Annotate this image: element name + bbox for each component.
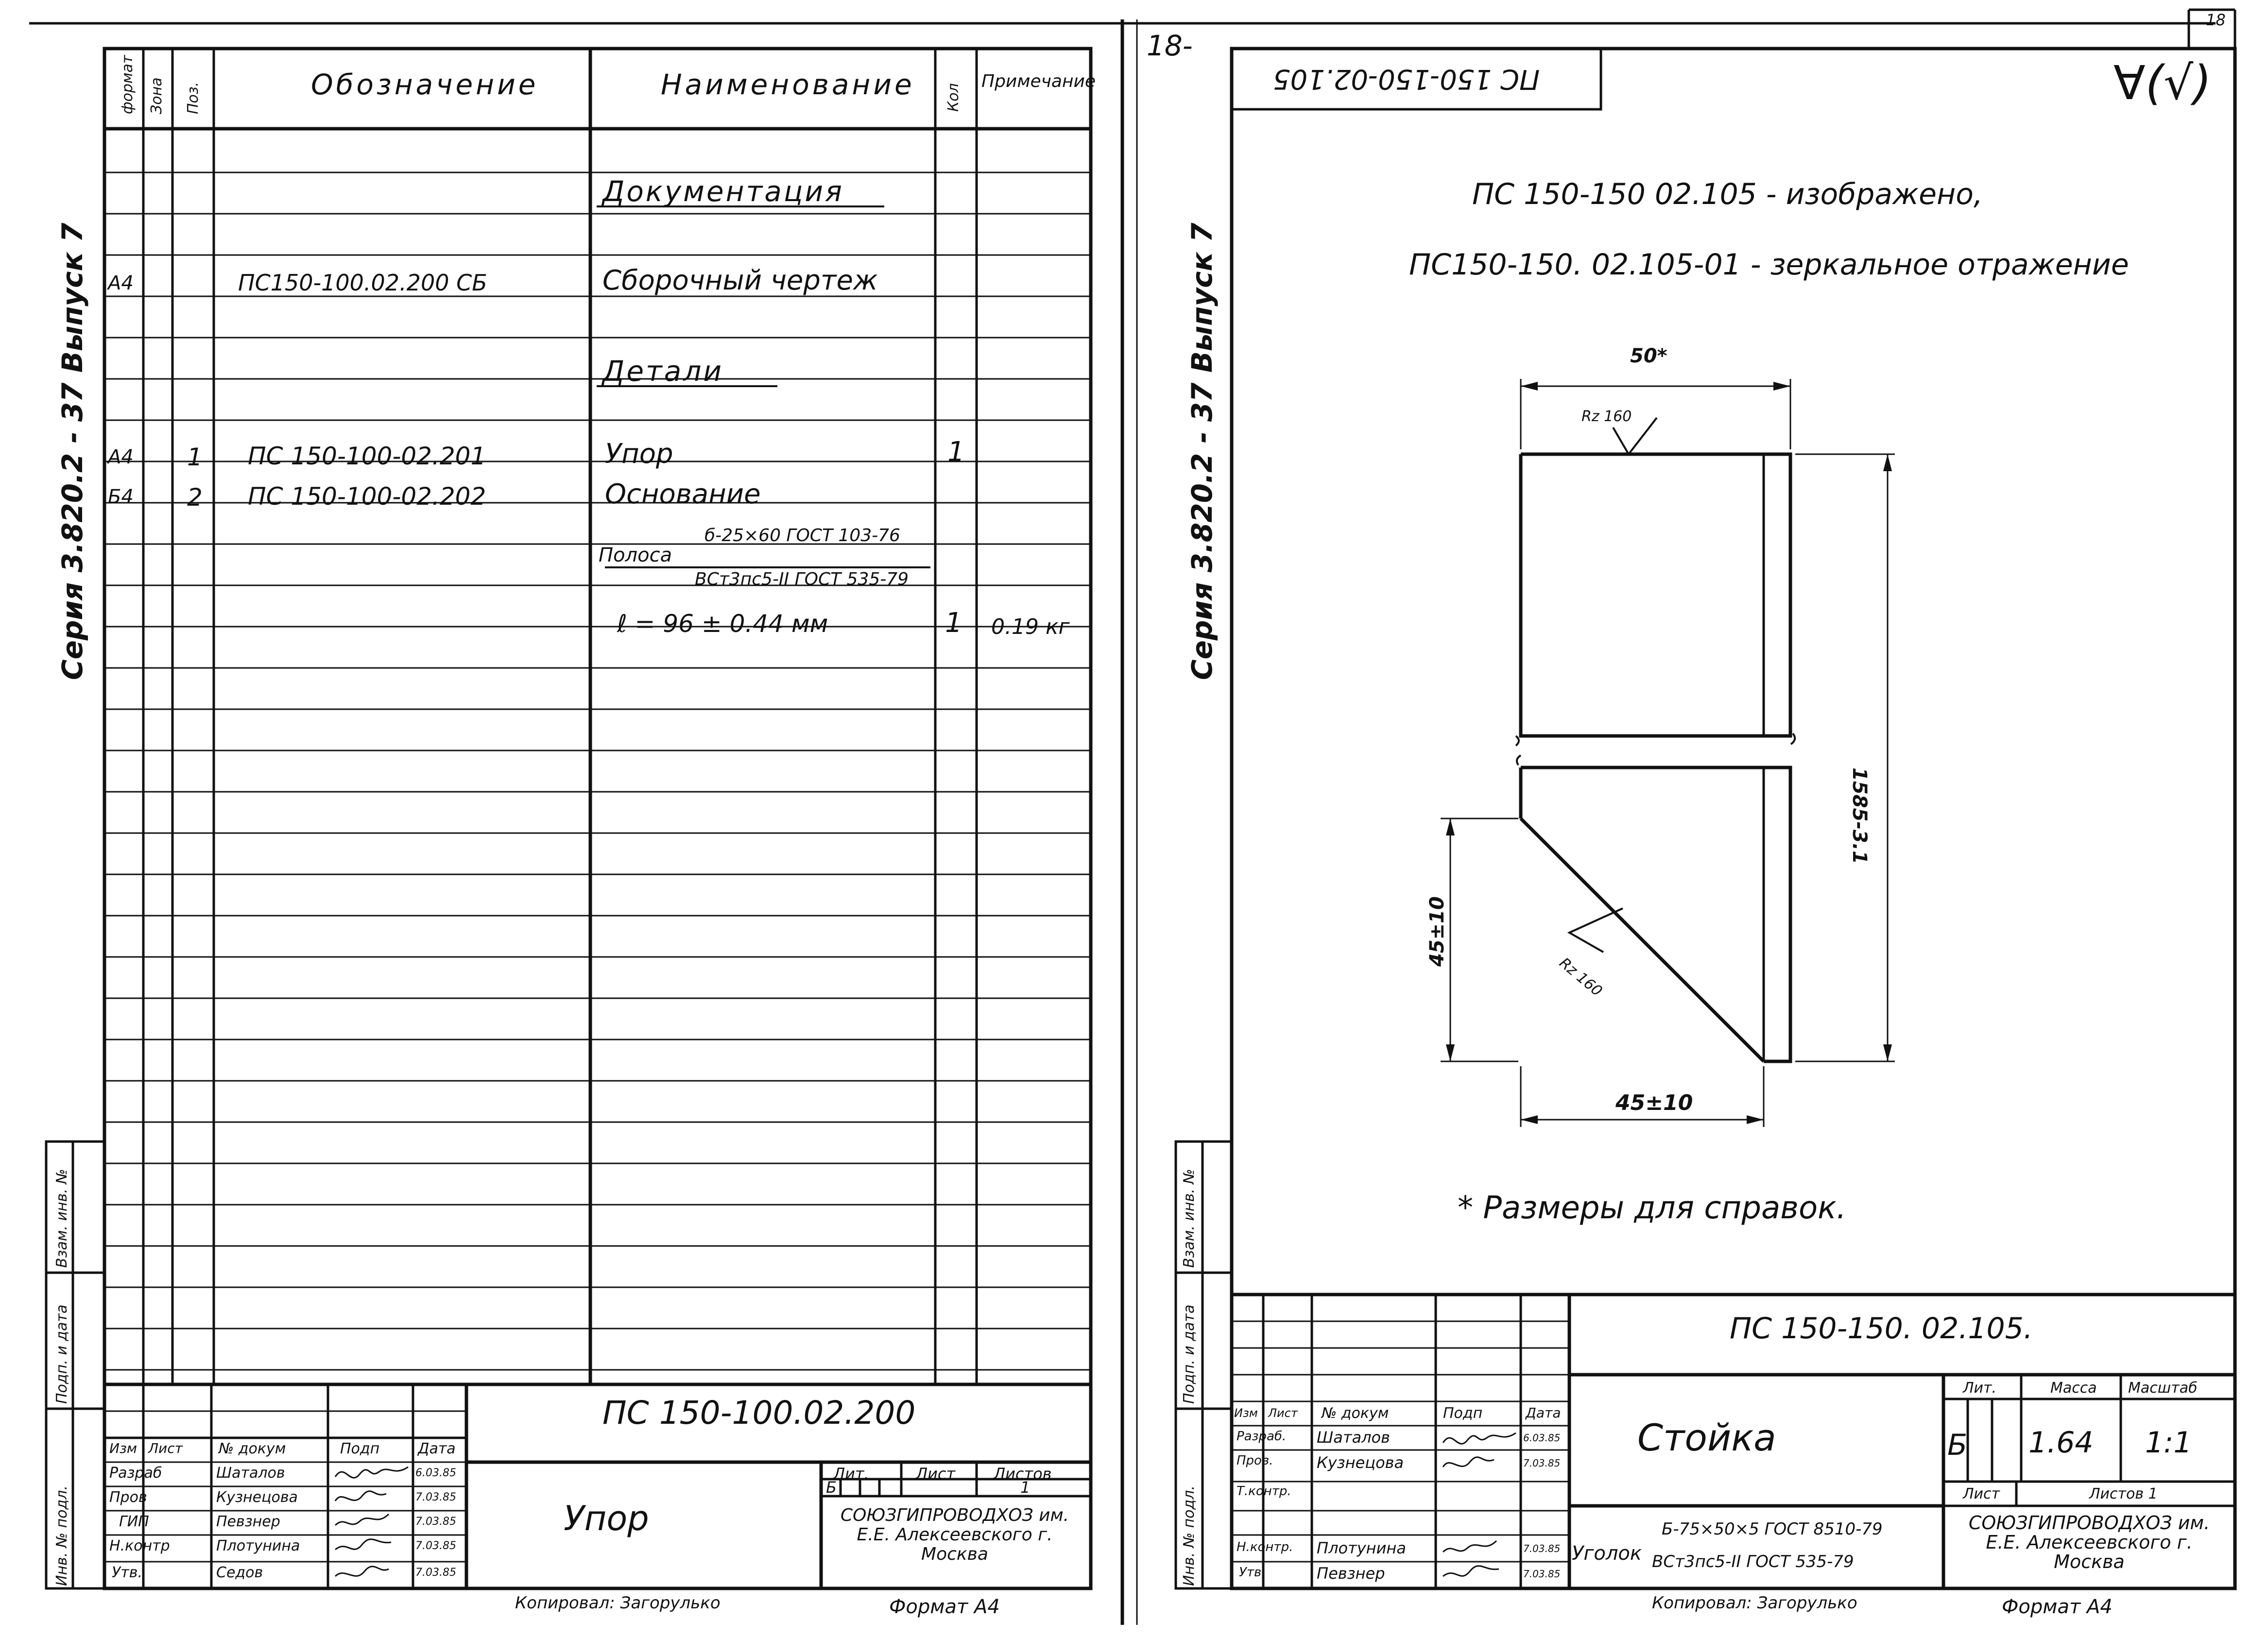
- right-stamp-title: Стойка: [1637, 1416, 1776, 1459]
- left-stamp-name-3: Плотунина: [216, 1537, 300, 1554]
- row-pos-4: 2: [187, 483, 203, 512]
- right-stamp-role-0: Разраб.: [1237, 1429, 1287, 1444]
- left-stamp-lit-head: Лит.: [833, 1465, 869, 1483]
- dim-width: 50*: [1630, 345, 1667, 367]
- right-stamp-name-4: Плотунина: [1317, 1539, 1406, 1557]
- dim-rough-2: Rz 160: [1556, 955, 1606, 1000]
- right-stamp-date-1: 7.03.85: [1523, 1457, 1561, 1469]
- left-stamp-doc: ПС 150-100.02.200: [602, 1394, 916, 1432]
- right-stamp-scale-head: Масштаб: [2128, 1380, 2198, 1397]
- left-stamp-sheet-head: Лист: [916, 1465, 956, 1483]
- right-corner-num: 18-: [1147, 29, 1193, 62]
- left-side-stamp-1: Инв. № подл.: [53, 1485, 70, 1586]
- right-stamp-head-date: Дата: [1526, 1405, 1561, 1421]
- left-footer-copy: Копировал: Загорулько: [515, 1593, 721, 1613]
- right-stamp-head-sign: Подп: [1443, 1405, 1483, 1422]
- header-pos: Поз.: [185, 82, 202, 114]
- page-number: 18: [2206, 11, 2226, 29]
- left-stamp-name-1: Кузнецова: [216, 1489, 298, 1506]
- right-signatures: [1438, 1426, 1521, 1588]
- right-stamp-date-0: 6.03.85: [1523, 1432, 1561, 1444]
- header-zone: Зона: [148, 77, 165, 114]
- right-stamp-name-1: Кузнецова: [1317, 1453, 1404, 1472]
- length-row-qty: 1: [945, 607, 962, 639]
- right-stamp-org: СОЮЗГИПРОВОДХОЗ им. Е.Е. Алексеевского г. Москва: [1968, 1512, 2210, 1572]
- left-stamp-role-2: ГИП: [119, 1513, 149, 1530]
- left-stamp-name-4: Седов: [216, 1564, 263, 1581]
- dim-rough: Rz 160: [1581, 408, 1632, 425]
- right-stamp-material-label: Уголок: [1572, 1542, 1642, 1565]
- right-stamp-role-1: Пров.: [1237, 1453, 1273, 1468]
- left-stamp-role-3: Н.контр: [109, 1537, 170, 1554]
- right-side-stamp-3: Взам. инв. №: [1181, 1169, 1198, 1268]
- left-stamp-role-1: Пров: [109, 1489, 147, 1506]
- right-stamp-head-izm: Изм: [1234, 1406, 1258, 1420]
- right-stamp-date-5: 7.03.85: [1523, 1568, 1561, 1580]
- row-format-1: А4: [108, 272, 134, 294]
- left-side-series-label: Серия 3.820.2 - 37 Выпуск 7: [56, 222, 89, 680]
- length-row-text: ℓ = 96 ± 0.44 мм: [617, 610, 828, 638]
- left-stamp-name-2: Певзнер: [216, 1513, 280, 1530]
- left-stamp-lit: Б: [826, 1478, 837, 1497]
- header-name: Наименование: [661, 68, 915, 101]
- dim-height: 1585-3.1: [1848, 767, 1871, 864]
- header-qty: Кол: [945, 83, 962, 112]
- dim-leg-vertical: 45±10: [1426, 896, 1448, 967]
- right-stamp-role-2: Т.контр.: [1237, 1484, 1291, 1499]
- row-designation-4: ПС 150-100-02.202: [248, 482, 486, 511]
- row-name-3: Упор: [605, 438, 673, 470]
- right-stamp-head-list: Лист: [1268, 1406, 1298, 1420]
- right-footer-copy: Копировал: Загорулько: [1652, 1593, 1857, 1613]
- right-line1: ПС 150-150 02.105 - изображено,: [1472, 177, 1983, 211]
- dim-leg-horizontal: 45±10: [1615, 1091, 1693, 1115]
- right-line2: ПС150-150. 02.105-01 - зеркальное отражение: [1409, 248, 2129, 282]
- left-stamp-head-izm: Изм: [109, 1440, 137, 1456]
- left-stamp-date-3: 7.03.85: [415, 1540, 456, 1552]
- left-stamp-date-4: 7.03.85: [415, 1567, 456, 1579]
- roughness-symbol: ∀(√): [2113, 56, 2212, 110]
- row-pos-3: 1: [187, 443, 203, 471]
- right-stamp-mass: 1.64: [2028, 1426, 2094, 1460]
- left-signatures: [330, 1462, 413, 1588]
- right-stamp-role-4: Н.контр.: [1237, 1540, 1293, 1554]
- left-stamp-head-list: Лист: [148, 1440, 183, 1456]
- right-stamp-date-4: 7.03.85: [1523, 1543, 1561, 1554]
- header-format: формат: [119, 55, 136, 114]
- header-note: Примечание: [981, 71, 1096, 91]
- left-stamp-sheets: 1: [1020, 1478, 1031, 1497]
- polosa-denominator: ВСт3пс5-II ГОСТ 535-79: [695, 569, 909, 589]
- right-stamp-role-5: Утв.: [1239, 1565, 1266, 1580]
- row-qty-3: 1: [947, 436, 965, 468]
- length-row-note: 0.19 кг: [991, 614, 1070, 639]
- row-name-4: Основание: [605, 478, 761, 510]
- right-stamp-name-0: Шаталов: [1317, 1428, 1390, 1447]
- right-stamp-sheets-head: Листов 1: [2089, 1485, 2158, 1502]
- header-designation: Обозначение: [311, 68, 539, 101]
- row-name-details: Детали: [602, 355, 724, 388]
- right-stamp-material-num: Б-75×50×5 ГОСТ 8510-79: [1662, 1519, 1883, 1539]
- right-footer-format: Формат А4: [2002, 1596, 2113, 1618]
- right-stamp-lit: Б: [1947, 1428, 1968, 1462]
- left-stamp-date-1: 7.03.85: [415, 1491, 456, 1503]
- right-stamp-scale: 1:1: [2145, 1426, 2192, 1460]
- left-stamp-name-0: Шаталов: [216, 1465, 285, 1482]
- left-side-stamp-3: Взам. инв. №: [53, 1169, 70, 1268]
- left-stamp-head-date: Дата: [418, 1440, 456, 1457]
- row-designation-1: ПС150-100.02.200 СБ: [238, 270, 487, 296]
- right-stamp-doc: ПС 150-150. 02.105.: [1730, 1312, 2033, 1346]
- left-stamp-title: Упор: [564, 1499, 649, 1538]
- mirrored-code: ПС 150-150-02.105: [1273, 63, 1540, 95]
- left-stamp-head-sign: Подп: [340, 1440, 380, 1457]
- left-stamp-role-4: Утв.: [112, 1564, 142, 1581]
- left-side-stamp-2: Подп. и дата: [53, 1304, 70, 1404]
- polosa-label: Полоса: [599, 544, 672, 566]
- row-format-3: А4: [108, 446, 134, 468]
- row-format-4: Б4: [108, 486, 134, 508]
- polosa-numerator: б-25×60 ГОСТ 103-76: [704, 526, 900, 546]
- left-stamp-sheets-head: Листов: [994, 1465, 1052, 1483]
- row-name-documentation: Документация: [602, 175, 844, 208]
- right-side-stamp-1: Инв. № подл.: [1181, 1485, 1198, 1586]
- right-stamp-head-doc: № докум: [1322, 1405, 1389, 1422]
- row-designation-3: ПС 150-100-02.201: [248, 442, 486, 470]
- right-stamp-sheet-head: Лист: [1963, 1485, 2000, 1502]
- right-stamp-mass-head: Масса: [2050, 1380, 2097, 1397]
- right-side-series-label: Серия 3.820.2 - 37 Выпуск 7: [1186, 222, 1219, 680]
- right-stamp-name-5: Певзнер: [1317, 1564, 1385, 1583]
- right-stamp-lit-head: Лит.: [1963, 1380, 1997, 1397]
- left-stamp-date-0: 6.03.85: [415, 1467, 456, 1479]
- left-footer-format: Формат А4: [889, 1596, 1000, 1618]
- row-name-1: Сборочный чертеж: [602, 265, 878, 296]
- left-stamp-date-2: 7.03.85: [415, 1516, 456, 1528]
- right-side-stamp-2: Подп. и дата: [1181, 1304, 1198, 1404]
- reference-note: * Размеры для справок.: [1458, 1190, 1847, 1226]
- right-stamp-material-den: ВСт3пс5-II ГОСТ 535-79: [1652, 1552, 1854, 1571]
- left-stamp-org: СОЮЗГИПРОВОДХОЗ им. Е.Е. Алексеевского г. Москва: [840, 1505, 1069, 1564]
- left-stamp-head-doc: № докум: [219, 1440, 286, 1457]
- left-stamp-role-0: Разраб: [109, 1465, 162, 1482]
